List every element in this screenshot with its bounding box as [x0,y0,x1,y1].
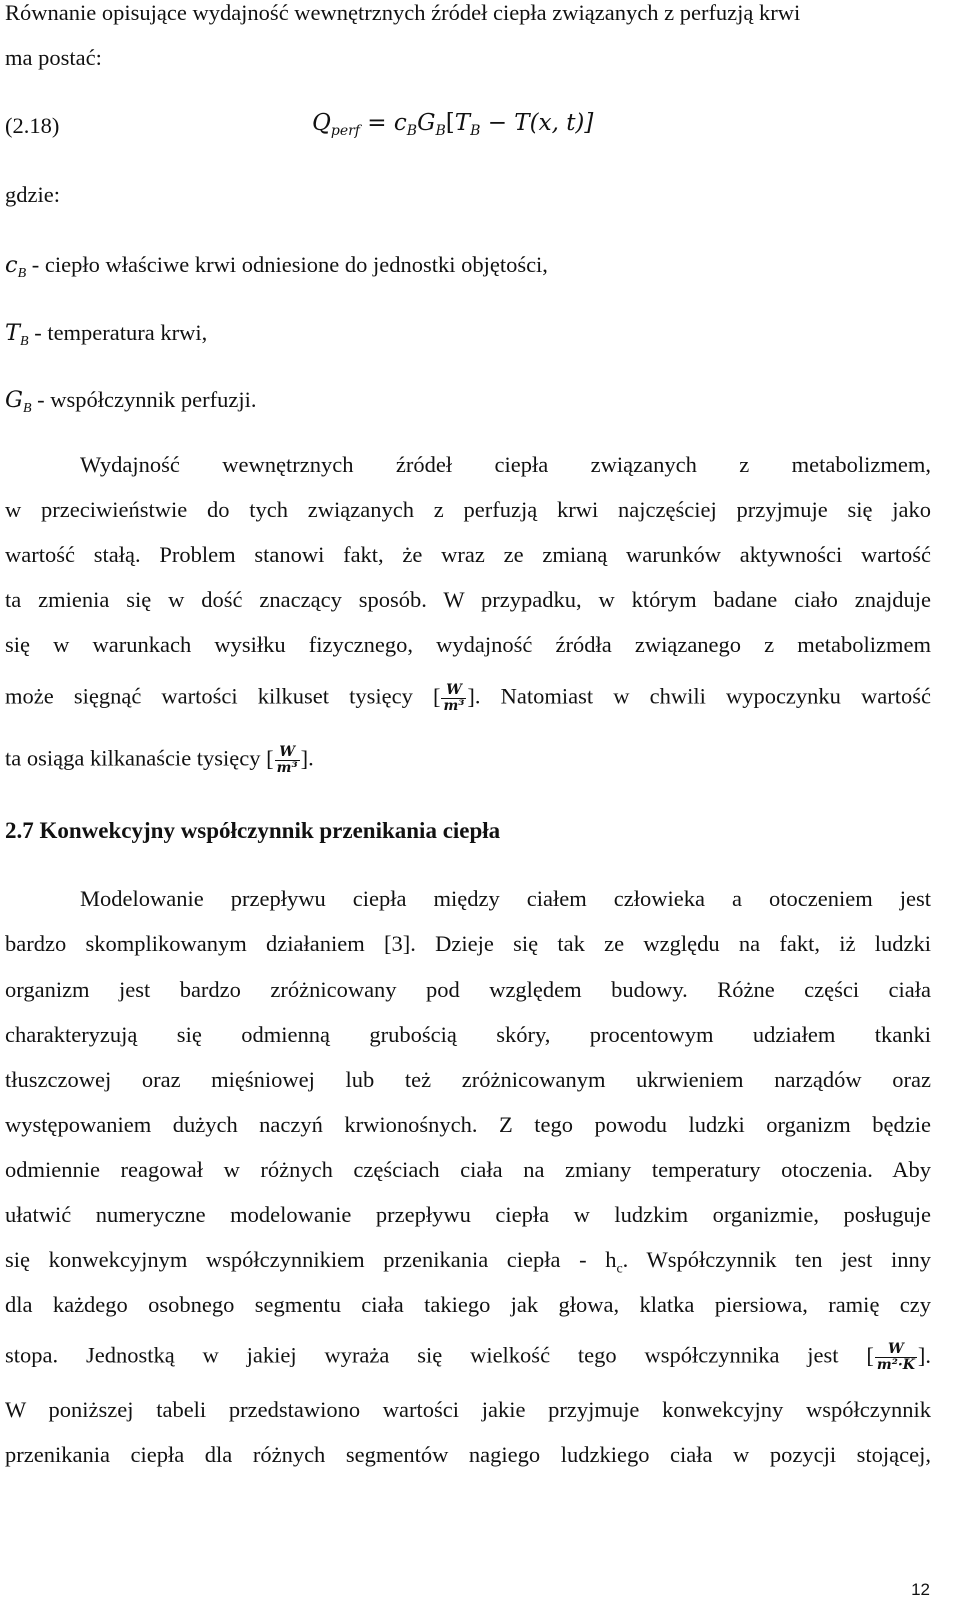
para2-line-9: się konwekcyjnym współczynnikiem przenikania ciepła - $h_c$. Współczynnik ten jest inny [5,1247,931,1277]
para2-line-10: dla każdego osobnego segmentu ciała takiego jak głowa, klatka piersiowa, ramię czy [5,1292,931,1317]
para2-line-13: przenikania ciepła dla różnych segmentów nagiego ludzkiego ciała w pozycji stojącej, [5,1442,931,1467]
where-label: gdzie: [5,182,60,207]
para1-line-1: Wydajność wewnętrznych źródeł ciepła związanych z metabolizmem, [80,452,931,477]
equation-perfusion: $Q_{perf} = c_BG_B[T_B - T(x$, t)] [312,110,594,139]
para2-line-2: bardzo skomplikowanym działaniem [3]. Dzieje się tak ze względu na fakt, iż ludzki [5,931,931,956]
para1-line-6: może sięgnąć wartości kilkuset tysięcy [ $\frac{W}{\text{m³}}$ ]. Natomiast w chwili wypoczynku wartość [5,682,931,714]
para2-line-3: organizm jest bardzo zróżnicowany pod względem budowy. Różne części ciała [5,977,931,1002]
unit-fraction-w-m3: $\frac{W}{\text{m³}}$ [443,682,465,714]
intro-line-1: Równanie opisujące wydajność wewnętrznych źródeł ciepła związanych z perfuzją krwi [5,0,801,25]
unit-fraction-w-m3-2: $\frac{W}{\text{m³}}$ [276,744,298,776]
para1-line-7: ta osiąga kilkanaście tysięcy [ $\frac{W}{\text{m³}}$ ]. [5,744,314,776]
para2-line-5: tłuszczowej oraz mięśniowej lub też zróżnicowanym ukrwieniem narządów oraz [5,1067,931,1092]
para2-line-4: charakteryzują się odmienną grubością skóry, procentowym udziałem tkanki [5,1022,931,1047]
para1-line-2: w przeciwieństwie do tych związanych z perfuzją krwi najczęściej przyjmuje się jako [5,497,931,522]
para2-line-6: występowaniem dużych naczyń krwionośnych. Z tego powodu ludzki organizm będzie [5,1112,931,1137]
para2-line-8: ułatwić numeryczne modelowanie przepływu ciepła w ludzkim organizmie, posługuje [5,1202,931,1227]
para2-line-1: Modelowanie przepływu ciepła między ciałem człowieka a otoczeniem jest [80,886,931,911]
para1-line-3: wartość stałą. Problem stanowi fakt, że wraz ze zmianą warunków aktywności wartość [5,542,931,567]
para1-line-4: ta zmienia się w dość znaczący sposób. W przypadku, w którym badane ciało znajduje [5,587,931,612]
para2-line-7: odmiennie reagował w różnych częściach ciała na zmiany temperatury otoczenia. Aby [5,1157,931,1182]
para2-line-12: W poniższej tabeli przedstawiono wartości jakie przyjmuje konwekcyjny współczynnik [5,1397,931,1422]
intro-line-2: ma postać: [5,45,102,70]
section-heading: 2.7 Konwekcyjny współczynnik przenikania ciepła [5,818,501,843]
unit-fraction-w-m2k: $\frac{W}{\text{m²·K}}$ [876,1341,915,1373]
para1-line-5: się w warunkach wysiłku fizycznego, wydajność źródła związanego z metabolizmem [5,632,931,657]
definition-tb: $T_B$ - temperatura krwi, [5,320,208,349]
definition-cb: $c_B$ - ciepło właściwe krwi odniesione do jednostki objętości, [5,252,548,281]
equation-number: (2.18) [5,113,60,138]
definition-gb: $G_B$ - współczynnik perfuzji. [5,387,257,416]
page-number: 12 [911,1580,930,1599]
para2-line-11: stopa. Jednostką w jakiej wyraża się wielkość tego współczynnika jest [ $\frac{W}{\text{m²·K}}$ ]. [5,1341,931,1373]
